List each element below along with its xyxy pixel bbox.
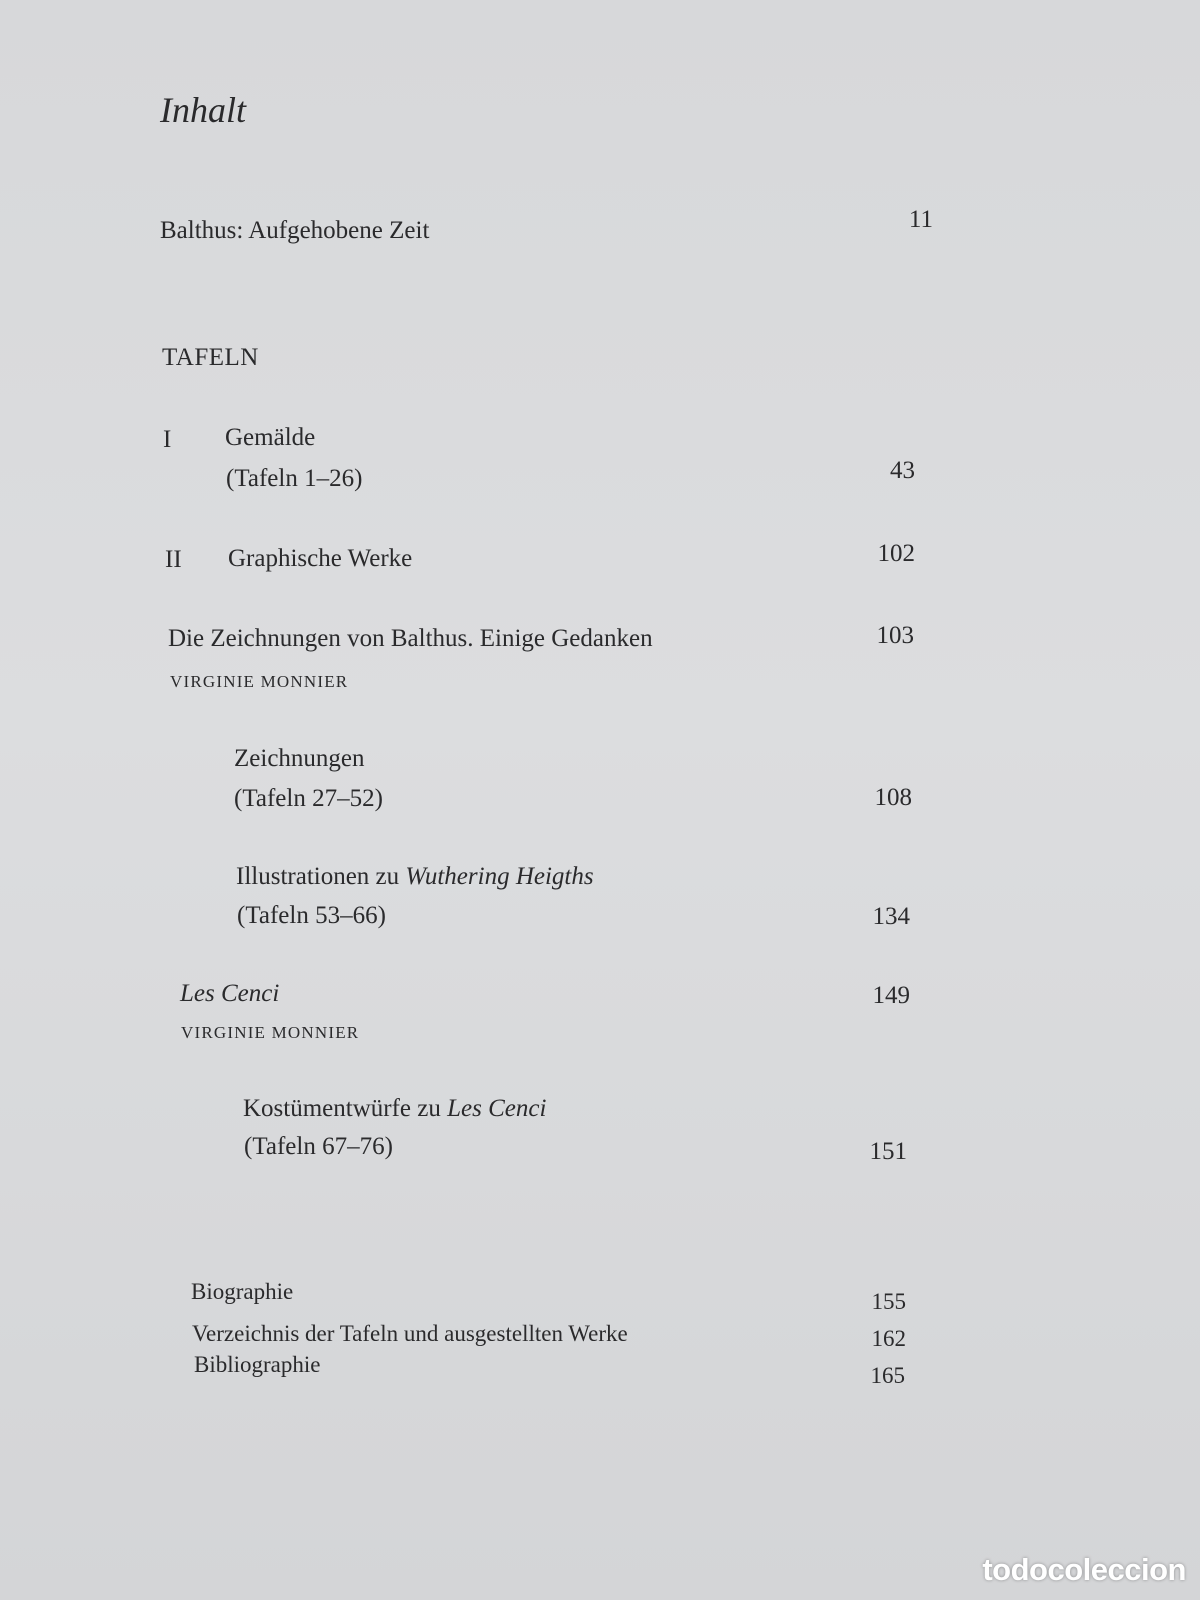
toc-entry-title: [236, 864, 594, 889]
toc-entry-title: Zeichnungen: [234, 745, 365, 772]
toc-entry-title-italic: Les Cenci: [447, 1095, 547, 1122]
toc-entry-page: 155: [871, 1289, 906, 1314]
toc-entry-title: Gemälde: [225, 424, 316, 451]
watermark: todocoleccion: [982, 1552, 1186, 1587]
toc-entry-author: VIRGINIE MONNIER: [170, 672, 349, 691]
toc-entry-page: 165: [870, 1363, 905, 1388]
toc-entry-page: 149: [872, 982, 910, 1009]
toc-entry-title: Balthus: Aufgehobene Zeit: [160, 217, 430, 244]
toc-entry-page: 103: [876, 622, 914, 649]
toc-entry-title-prefix: Illustrationen zu: [236, 863, 406, 890]
toc-entry-title: Verzeichnis der Tafeln und ausgestellten Werke: [192, 1321, 628, 1346]
toc-entry-subtitle: (Tafeln 1–26): [226, 465, 363, 492]
toc-entry-title: Die Zeichnungen von Balthus. Einige Gedanken: [168, 625, 653, 652]
toc-entry-page: 134: [872, 903, 910, 930]
toc-entry-title: Les Cenci: [180, 980, 280, 1007]
toc-entry-title-prefix: Kostümentwürfe zu: [243, 1095, 448, 1122]
toc-entry-page: 162: [871, 1326, 906, 1351]
toc-entry-title: Bibliographie: [194, 1352, 321, 1377]
toc-entry-subtitle: (Tafeln 67–76): [244, 1133, 393, 1160]
toc-entry-page: 43: [890, 457, 915, 484]
toc-entry-page: 151: [869, 1138, 907, 1165]
toc-entry-subtitle: (Tafeln 53–66): [237, 902, 386, 929]
toc-entry-numeral: II: [165, 546, 182, 573]
toc-entry-subtitle: (Tafeln 27–52): [234, 785, 383, 812]
toc-entry-numeral: I: [163, 426, 172, 453]
toc-entry-page: 11: [908, 206, 933, 233]
toc-entry-title: Graphische Werke: [228, 545, 413, 572]
page-title: Inhalt: [160, 90, 246, 130]
toc-entry-title: Biographie: [191, 1279, 294, 1304]
toc-entry-author: VIRGINIE MONNIER: [181, 1023, 360, 1042]
toc-entry-page: 102: [877, 540, 915, 567]
section-heading: TAFELN: [162, 344, 259, 371]
toc-entry-page: 108: [874, 784, 912, 811]
toc-entry-title: [243, 1096, 546, 1121]
toc-entry-title-italic: Wuthering Heigths: [405, 863, 594, 890]
